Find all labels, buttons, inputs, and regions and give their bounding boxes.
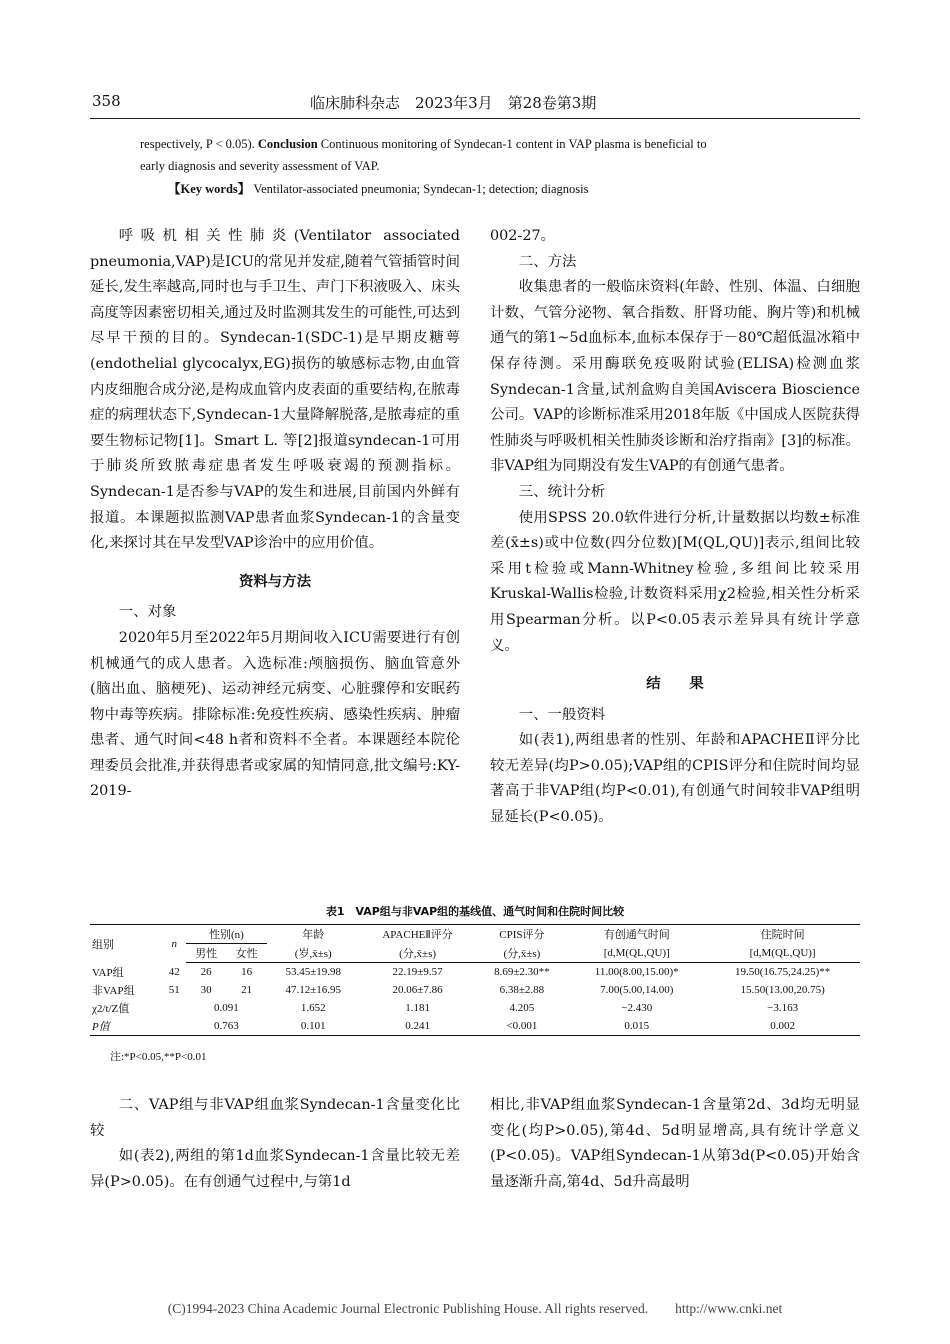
bottom-left-column: [90, 1093, 460, 1195]
general-data-paragraph: 如(表1),两组患者的性别、年龄和APACHEⅡ评分比较无差异(均P>0.05);VAP组的CPIS评分和住院时间均显著高于非VAP组(均P<0.01),有创通气时间较非VAP组明显延长(P<0.05)。: [490, 732, 860, 826]
table-row-p: P值 0.763 0.101 0.241 <0.001 0.015 0.002: [90, 1017, 860, 1036]
statistics-paragraph: 使用SPSS 20.0软件进行分析,计量数据以均数±标准差(x̄±s)或中位数(四分位数)[M(QL,QU)]表示,组间比较采用t检验或Mann-Whitney检验,多组间比较采用Kruskal-Wallis检验,计数资料采用χ2检验,相关性分析采用Spearman分析。以P<0.05表示差异具有统计学意义。: [490, 509, 860, 654]
th-female: 女性: [226, 944, 266, 963]
th-age-unit: (岁,x̄±s): [267, 944, 360, 963]
copyright-footer: (C)1994-2023 China Academic Journal Electronic Publishing House. All rights reserved. http://www.cnki.net: [167, 1301, 783, 1316]
subsection-syndecan: 二、VAP组与非VAP组血浆Syndecan-1含量变化比较: [90, 1097, 460, 1139]
th-vent-unit: [d,M(QL,QU)]: [568, 944, 705, 963]
intro-paragraph: 呼吸机相关性肺炎(Ventilator associated pneumonia,VAP)是ICU的常见并发症,随着气管插管时间延长,发生率越高,同时也与手卫生、声门下积液吸入、床头高度等因素密切相关,通过及时监测其发生的可能性,可达到尽早干预的目的。Syndecan-1(SDC-1)是早期皮糖萼(endothelial glycocalyx,EG)损伤的敏感标志物,由血管内皮细胞合成分泌,是构成血管内皮表面的重要结构,在脓毒症的病理状态下,Syndecan-1大量降解脱落,是脓毒症的重要生物标记物[1]。Smart L. 等[2]报道syndecan-1可用于肺炎所致脓毒症患者发生呼吸衰竭的预测指标。Syndecan-1是否参与VAP的发生和进展,目前国内外鲜有报道。本课题拟监测VAP患者血浆Syndecan-1的含量变化,来探讨其在早发型VAP诊治中的应用价值。: [90, 228, 460, 552]
th-apache-unit: (分,x̄±s): [360, 944, 476, 963]
th-male: 男性: [186, 944, 226, 963]
th-age: 年龄: [267, 925, 360, 944]
th-cpis-unit: (分,x̄±s): [476, 944, 569, 963]
journal-header: 临床肺科杂志 2023年3月 第28卷第3期: [310, 94, 597, 112]
section-results-title: 结 果: [646, 675, 704, 693]
th-n: n: [163, 925, 186, 963]
keywords-label: 【Key words】: [168, 182, 251, 196]
left-column: [90, 224, 460, 805]
table1-caption: 表1 VAP组与非VAP组的基线值、通气时间和住院时间比较: [325, 905, 625, 918]
subsection-general-data: 一、一般资料: [518, 706, 606, 723]
syndecan-paragraph-cont: 相比,非VAP组血浆Syndecan-1含量第2d、3d均无明显变化(均P>0.05),第4d、5d明显增高,具有统计学意义(P<0.05)。VAP组Syndecan-1从第3d(P<0.05)开始含量逐渐升高,第4d、5d升高最明: [490, 1097, 860, 1190]
header-rule: [90, 118, 860, 119]
table1: [90, 924, 860, 1036]
th-cpis: CPIS评分: [476, 925, 569, 944]
th-hosp-unit: [d,M(QL,QU)]: [705, 944, 860, 963]
th-sex: 性别(n): [186, 925, 267, 944]
syndecan-paragraph: 如(表2),两组的第1d血浆Syndecan-1含量比较无差异(P>0.05)。在有创通气过程中,与第1d: [90, 1148, 460, 1190]
section-methods-title: 资料与方法: [239, 572, 311, 590]
table1-note: 注:*P<0.05,**P<0.01: [110, 1051, 207, 1063]
right-column: [490, 224, 860, 831]
subsection-statistics: 三、统计分析: [518, 483, 606, 500]
th-hosp: 住院时间: [705, 925, 860, 944]
subsection-subjects: 一、对象: [118, 604, 177, 621]
th-group: 组别: [90, 925, 163, 963]
bottom-right-column: [490, 1093, 860, 1195]
th-apache: APACHEⅡ评分: [360, 925, 476, 944]
table-row: 非VAP组 51 30 21 47.12±16.95 20.06±7.86 6.38±2.88 7.00(5.00,14.00) 15.50(13.00,20.75): [92, 984, 825, 997]
page-number: 358: [92, 92, 121, 110]
approval-number-cont: 002-27。: [490, 228, 556, 244]
table-row-stat: χ2/t/Z值 0.091 1.652 1.181 4.205 −2.430 −3.163: [92, 1002, 799, 1015]
methods-paragraph: 收集患者的一般临床资料(年龄、性别、体温、白细胞计数、气管分泌物、氧合指数、肝肾功能、胸片等)和机械通气的第1~5d血标本,血标本保存于－80℃超低温冰箱中保存待测。采用酶联免疫吸附试验(ELISA)检测血浆Syndecan-1含量,试剂盒购自美国Aviscera Bioscience公司。VAP的诊断标准采用2018年版《中国成人医院获得性肺炎与呼吸机相关性肺炎诊断和治疗指南》[3]的标准。非VAP组为同期没有发生VAP的有创通气患者。: [490, 279, 860, 475]
table-row: VAP组 42 26 16 53.45±19.98 22.19±9.57 8.69±2.30** 11.00(8.00,15.00)* 19.50(16.75,24.25)**: [92, 965, 831, 979]
keywords: 【Key words】 Ventilator-associated pneumonia; Syndecan-1; detection; diagnosis: [168, 182, 589, 196]
subjects-paragraph: 2020年5月至2022年5月期间收入ICU需要进行有创机械通气的成人患者。入选标准:颅脑损伤、脑血管意外(脑出血、脑梗死)、运动神经元病变、心脏骤停和安眠药物中毒等疾病。排除标准:免疫性疾病、感染性疾病、肿瘤患者、通气时间<48 h者和资料不全者。本课题经本院伦理委员会批准,并获得患者或家属的知情同意,批文编号:KY-2019-: [90, 629, 460, 800]
th-vent: 有创通气时间: [568, 925, 705, 944]
conclusion-label: Conclusion: [257, 137, 318, 151]
abstract-line-2: early diagnosis and severity assessment of VAP.: [140, 159, 380, 173]
abstract-line-1: respectively, P < 0.05). Conclusion Continuous monitoring of Syndecan-1 content in VAP plasma is beneficial to: [140, 137, 707, 151]
subsection-methods: 二、方法: [518, 253, 577, 270]
